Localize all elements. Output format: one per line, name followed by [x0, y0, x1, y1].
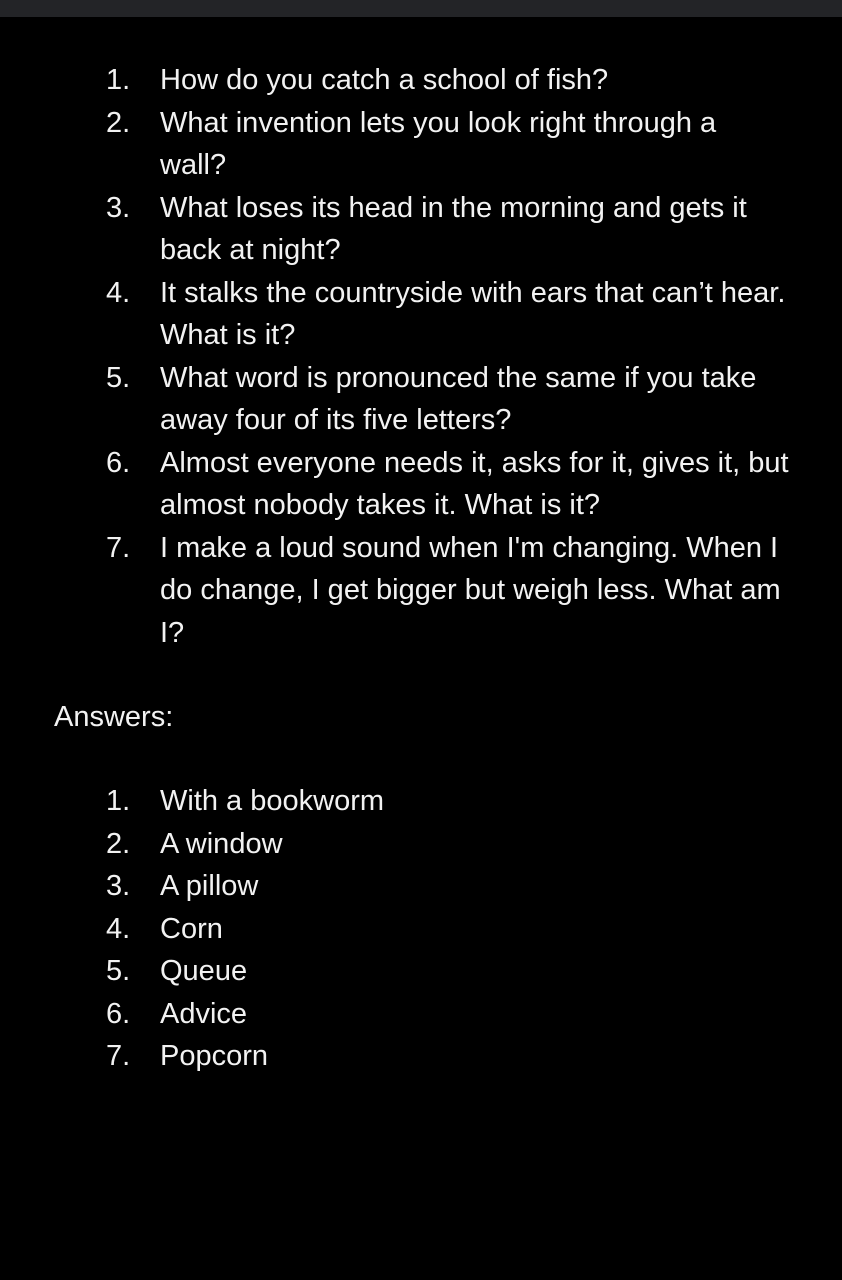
riddle-text: What loses its head in the morning and gets it back at night?: [160, 191, 747, 266]
answer-text: Queue: [160, 955, 248, 987]
riddle-number: 1.: [106, 64, 131, 96]
answer-number: 5.: [106, 955, 131, 987]
answer-item: [0, 865, 790, 908]
riddle-item: [0, 187, 790, 272]
riddle-text: Almost everyone needs it, asks for it, gives it, but almost nobody takes it. What is it?: [160, 446, 789, 521]
answer-text: A pillow: [160, 870, 259, 902]
answer-number: 2.: [106, 827, 131, 860]
answer-number: 1.: [106, 785, 131, 817]
riddle-text: What invention lets you look right through a wall?: [160, 106, 717, 181]
answer-text: Corn: [160, 912, 223, 945]
answer-number: 4.: [106, 912, 131, 945]
riddle-item: [0, 357, 790, 442]
answers-heading: Answers:: [54, 701, 174, 733]
answer-text: Popcorn: [160, 1040, 269, 1072]
answer-item: [0, 950, 790, 993]
riddle-text: I make a loud sound when I'm changing. When I do change, I get bigger but weigh less. What am I?: [160, 531, 781, 649]
riddle-item: [0, 442, 790, 527]
riddle-number: 5.: [106, 361, 131, 394]
riddle-number: 4.: [106, 276, 131, 309]
top-status-bar: [0, 0, 842, 17]
answer-text: A window: [160, 827, 283, 860]
riddle-number: 3.: [106, 191, 131, 224]
riddle-item: [0, 527, 790, 655]
riddle-list: [0, 59, 790, 654]
answer-item: [0, 908, 790, 951]
answer-item: [0, 780, 790, 823]
answer-text: Advice: [160, 997, 248, 1030]
answer-number: 6.: [106, 997, 131, 1030]
answer-number: 3.: [106, 870, 131, 902]
answer-number: 7.: [106, 1040, 131, 1072]
answer-list: [0, 780, 790, 1078]
riddle-number: 7.: [106, 531, 131, 564]
riddle-number: 2.: [106, 106, 131, 139]
answer-text: With a bookworm: [160, 785, 385, 817]
riddle-text: What word is pronounced the same if you take away four of its five letters?: [160, 361, 757, 436]
riddle-item: [0, 272, 790, 357]
riddle-text: How do you catch a school of fish?: [160, 64, 609, 96]
answer-item: [0, 1035, 790, 1078]
answer-item: [0, 993, 790, 1036]
riddle-item: [0, 59, 790, 102]
answer-item: [0, 823, 790, 866]
riddle-item: [0, 102, 790, 187]
riddle-text: It stalks the countryside with ears that can’t hear. What is it?: [160, 276, 786, 351]
riddle-number: 6.: [106, 446, 131, 479]
